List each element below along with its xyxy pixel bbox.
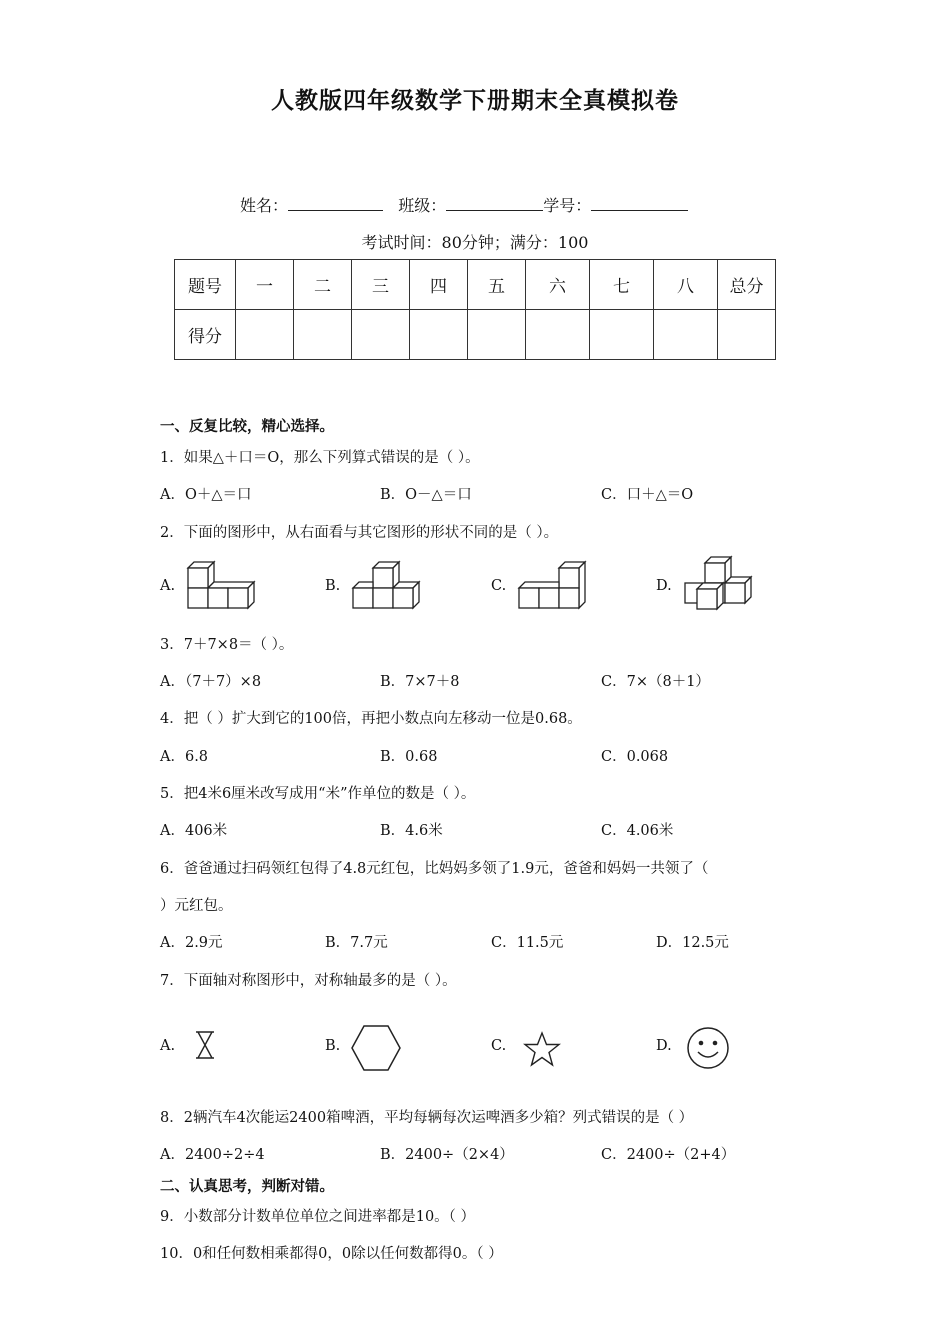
q2-option-d[interactable]: D. [656, 578, 672, 594]
q6-option-c[interactable]: C．11.5元 [491, 935, 564, 951]
q7-option-c[interactable]: C. [491, 1038, 507, 1054]
q6-option-d[interactable]: D．12.5元 [656, 935, 729, 951]
q6-option-b[interactable]: B．7.7元 [325, 935, 388, 951]
question-3: 3．7＋7×8＝（ ）。 [160, 637, 294, 653]
header-cell: 题号 [175, 260, 236, 310]
question-10: 10．0和任何数相乘都得0，0除以任何数都得0。（ ） [160, 1246, 503, 1262]
id-label: 学号： [543, 196, 592, 215]
cube-stack-b-icon [351, 560, 423, 610]
q7-option-d[interactable]: D. [656, 1038, 672, 1054]
q4-option-b[interactable]: B．0.68 [380, 749, 438, 765]
score-cell[interactable] [236, 310, 294, 360]
star-icon [523, 1031, 561, 1067]
header-cell: 七 [590, 260, 654, 310]
question-7: 7．下面轴对称图形中，对称轴最多的是（ ）。 [160, 973, 457, 989]
q4-option-a[interactable]: A．6.8 [160, 749, 209, 765]
score-cell[interactable] [718, 310, 776, 360]
score-row-label: 得分 [175, 310, 236, 360]
q3-option-a[interactable]: A．（7＋7）×8 [160, 674, 262, 690]
q7-option-a[interactable]: A. [160, 1038, 176, 1054]
name-label: 姓名： [240, 196, 289, 215]
score-cell[interactable] [654, 310, 718, 360]
q1-option-b[interactable]: B．O－△＝口 [380, 487, 472, 503]
question-6-continued: ）元红包。 [160, 898, 233, 914]
q8-option-b[interactable]: B．2400÷（2×4） [380, 1147, 514, 1163]
question-1: 1．如果△＋口＝O，那么下列算式错误的是（ ）。 [160, 450, 480, 466]
score-cell[interactable] [294, 310, 352, 360]
score-table [174, 259, 776, 360]
section-1-heading: 一、反复比较，精心选择。 [160, 418, 334, 435]
q4-option-c[interactable]: C．0.068 [601, 749, 669, 765]
q3-option-b[interactable]: B．7×7＋8 [380, 674, 460, 690]
q7-option-b[interactable]: B. [325, 1038, 341, 1054]
q3-option-c[interactable]: C．7×（8＋1） [601, 674, 710, 690]
page-title: 人教版四年级数学下册期末全真模拟卷 [271, 87, 679, 114]
q8-option-c[interactable]: C．2400÷（2+4） [601, 1147, 736, 1163]
class-label: 班级： [398, 196, 447, 215]
header-cell: 八 [654, 260, 718, 310]
cube-stack-d-icon [683, 555, 755, 611]
header-cell: 五 [468, 260, 526, 310]
cube-stack-a-icon [186, 560, 258, 610]
header-cell: 一 [236, 260, 294, 310]
q5-option-c[interactable]: C．4.06米 [601, 823, 674, 839]
score-table-score-row [175, 310, 776, 360]
header-cell: 六 [526, 260, 590, 310]
q1-option-c[interactable]: C．口＋△＝O [601, 487, 694, 503]
hourglass-icon [193, 1030, 217, 1060]
header-cell: 总分 [718, 260, 776, 310]
name-blank[interactable] [288, 196, 383, 211]
q2-option-a[interactable]: A. [160, 578, 176, 594]
q5-option-b[interactable]: B．4.6米 [380, 823, 443, 839]
question-5: 5．把4米6厘米改写成用“米”作单位的数是（ ）。 [160, 786, 476, 802]
id-blank[interactable] [591, 196, 688, 211]
score-table-header-row [175, 260, 776, 310]
hexagon-icon [350, 1024, 402, 1072]
class-blank[interactable] [446, 196, 543, 211]
question-2: 2．下面的图形中，从右面看与其它图形的形状不同的是（ ）。 [160, 525, 559, 541]
q2-option-b[interactable]: B. [325, 578, 341, 594]
cube-stack-c-icon [517, 560, 589, 610]
score-cell[interactable] [410, 310, 468, 360]
score-cell[interactable] [526, 310, 590, 360]
score-cell[interactable] [590, 310, 654, 360]
score-cell[interactable] [468, 310, 526, 360]
q8-option-a[interactable]: A．2400÷2÷4 [160, 1147, 265, 1163]
question-9: 9．小数部分计数单位单位之间进率都是10。（ ） [160, 1209, 476, 1225]
q5-option-a[interactable]: A．406米 [160, 823, 228, 839]
header-cell: 二 [294, 260, 352, 310]
question-4: 4．把（ ）扩大到它的100倍，再把小数点向左移动一位是0.68。 [160, 711, 582, 727]
smiley-face-icon [686, 1026, 730, 1070]
question-8: 8．2辆汽车4次能运2400箱啤酒，平均每辆每次运啤酒多少箱？列式错误的是（ ） [160, 1110, 694, 1126]
q2-option-c[interactable]: C. [491, 578, 507, 594]
q6-option-a[interactable]: A．2.9元 [160, 935, 223, 951]
question-6: 6．爸爸通过扫码领红包得了4.8元红包，比妈妈多领了1.9元，爸爸和妈妈一共领了（ [160, 861, 709, 877]
q1-option-a[interactable]: A．O＋△＝口 [160, 487, 252, 503]
header-cell: 三 [352, 260, 410, 310]
exam-info: 考试时间：80分钟；满分：100 [361, 233, 589, 252]
student-info-line [240, 193, 688, 216]
header-cell: 四 [410, 260, 468, 310]
score-cell[interactable] [352, 310, 410, 360]
section-2-heading: 二、认真思考，判断对错。 [160, 1178, 334, 1195]
